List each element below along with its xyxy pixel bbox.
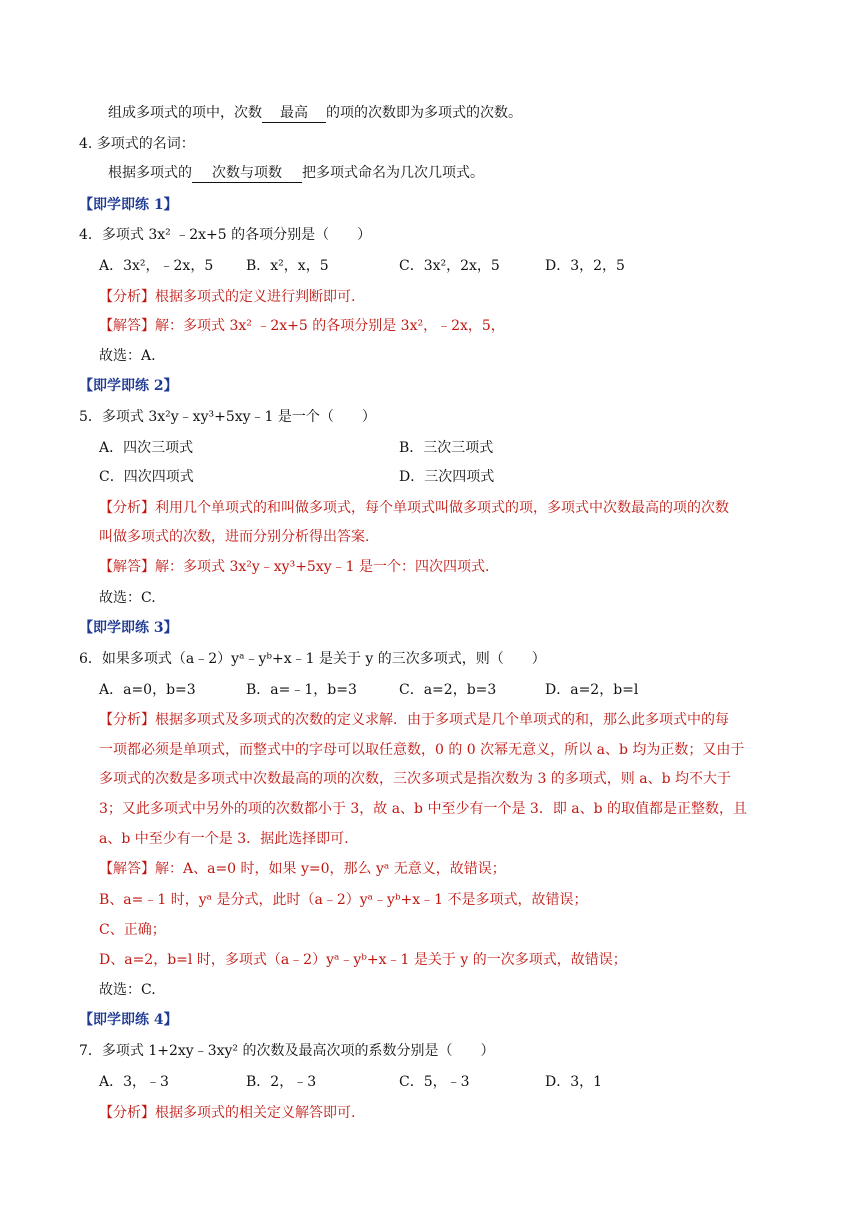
analysis: 一项都必须是单项式，而整式中的字母可以取任意数，0 的 0 次幂无意义，所以 a、b 均为正数；又由于 xyxy=(99,742,745,758)
option-c: C．3x²，2x，5 xyxy=(399,258,500,274)
option-d: D．3，1 xyxy=(545,1074,603,1090)
intro-line-1 xyxy=(108,104,522,123)
answer: D、a=2，b=l 时，多项式（a﹣2）yᵃ﹣yᵇ+x﹣1 是关于 y 的一次多项式，故错误； xyxy=(99,952,627,968)
answer: C、正确； xyxy=(99,922,166,938)
option-c: C．a=2，b=3 xyxy=(399,682,497,698)
intro-text: 组成多项式的项中，次数 xyxy=(108,105,262,121)
answer: B、a=﹣1 时，yᵃ 是分式，此时（a﹣2）yᵃ﹣yᵇ+x﹣1 不是多项式，故错误； xyxy=(99,892,588,908)
analysis: 3；又此多项式中另外的项的次数都小于 3，故 a、b 中至少有一个是 3．即 a、b 的取值都是正整数，且 xyxy=(99,801,748,817)
analysis: 【分析】根据多项式及多项式的次数的定义求解．由于多项式是几个单项式的和，那么此多项式中的每 xyxy=(99,712,729,728)
analysis: 【分析】根据多项式的定义进行判断即可. xyxy=(99,289,356,305)
choice: 故选：C. xyxy=(99,590,156,606)
question: 7．多项式 1+2xy﹣3xy² 的次数及最高次项的系数分别是（ ） xyxy=(79,1043,495,1059)
answer: 【解答】解：多项式 3x²y﹣xy³+5xy﹣1 是一个：四次四项式. xyxy=(99,559,490,575)
option-a: A．四次三项式 xyxy=(99,440,194,456)
analysis: 【分析】根据多项式的相关定义解答即可. xyxy=(99,1105,356,1121)
question: 4．多项式 3x² ﹣2x+5 的各项分别是（ ） xyxy=(79,227,372,243)
choice: 故选：C. xyxy=(99,982,156,998)
option-c: C．5，﹣3 xyxy=(399,1074,470,1090)
analysis: 叫做多项式的次数，进而分别分析得出答案. xyxy=(99,529,370,545)
intro-text: 的项的次数即为多项式的次数。 xyxy=(326,105,522,121)
option-d: D．3，2，5 xyxy=(545,258,625,274)
intro-text: 把多项式命名为几次几项式。 xyxy=(302,165,484,181)
practice-header: 【即学即练 2】 xyxy=(79,378,178,394)
option-b: B．a=﹣1，b=3 xyxy=(246,682,357,698)
option-b: B．2，﹣3 xyxy=(246,1074,317,1090)
question: 5．多项式 3x²y﹣xy³+5xy﹣1 是一个（ ） xyxy=(79,409,376,425)
answer: 【解答】解：A、a=0 时，如果 y=0，那么 yᵃ 无意义，故错误； xyxy=(99,861,506,877)
option-d: D．三次四项式 xyxy=(399,469,495,485)
option-a: A．3，﹣3 xyxy=(99,1074,169,1090)
option-b: B．三次三项式 xyxy=(399,440,494,456)
option-b: B．x²，x，5 xyxy=(246,258,329,274)
analysis: 多项式的次数是多项式中次数最高的项的次数，三次多项式是指次数为 3 的多项式，则 a、b 均不大于 xyxy=(99,771,732,787)
section-title: 4. 多项式的名词： xyxy=(79,136,195,152)
option-a: A．a=0，b=3 xyxy=(99,682,196,698)
intro-text: 根据多项式的 xyxy=(108,165,192,181)
option-d: D．a=2，b=l xyxy=(545,682,639,698)
answer: 【解答】解：多项式 3x² ﹣2x+5 的各项分别是 3x²，﹣2x，5， xyxy=(99,318,505,334)
intro-line-2 xyxy=(108,164,484,183)
practice-header: 【即学即练 1】 xyxy=(79,197,178,213)
practice-header: 【即学即练 3】 xyxy=(79,620,178,636)
option-c: C．四次四项式 xyxy=(99,469,194,485)
analysis: a、b 中至少有一个是 3．据此选择即可. xyxy=(99,831,349,847)
practice-header: 【即学即练 4】 xyxy=(79,1012,178,1028)
fill-blank: 次数与项数 xyxy=(192,164,302,183)
fill-blank: 最高 xyxy=(262,104,326,123)
choice: 故选：A. xyxy=(99,348,156,364)
question: 6．如果多项式（a﹣2）yᵃ﹣yᵇ+x﹣1 是关于 y 的三次多项式，则（ ） xyxy=(79,651,546,667)
option-a: A．3x²，﹣2x，5 xyxy=(99,258,214,274)
analysis: 【分析】利用几个单项式的和叫做多项式，每个单项式叫做多项式的项，多项式中次数最高的项的次数 xyxy=(99,500,729,516)
